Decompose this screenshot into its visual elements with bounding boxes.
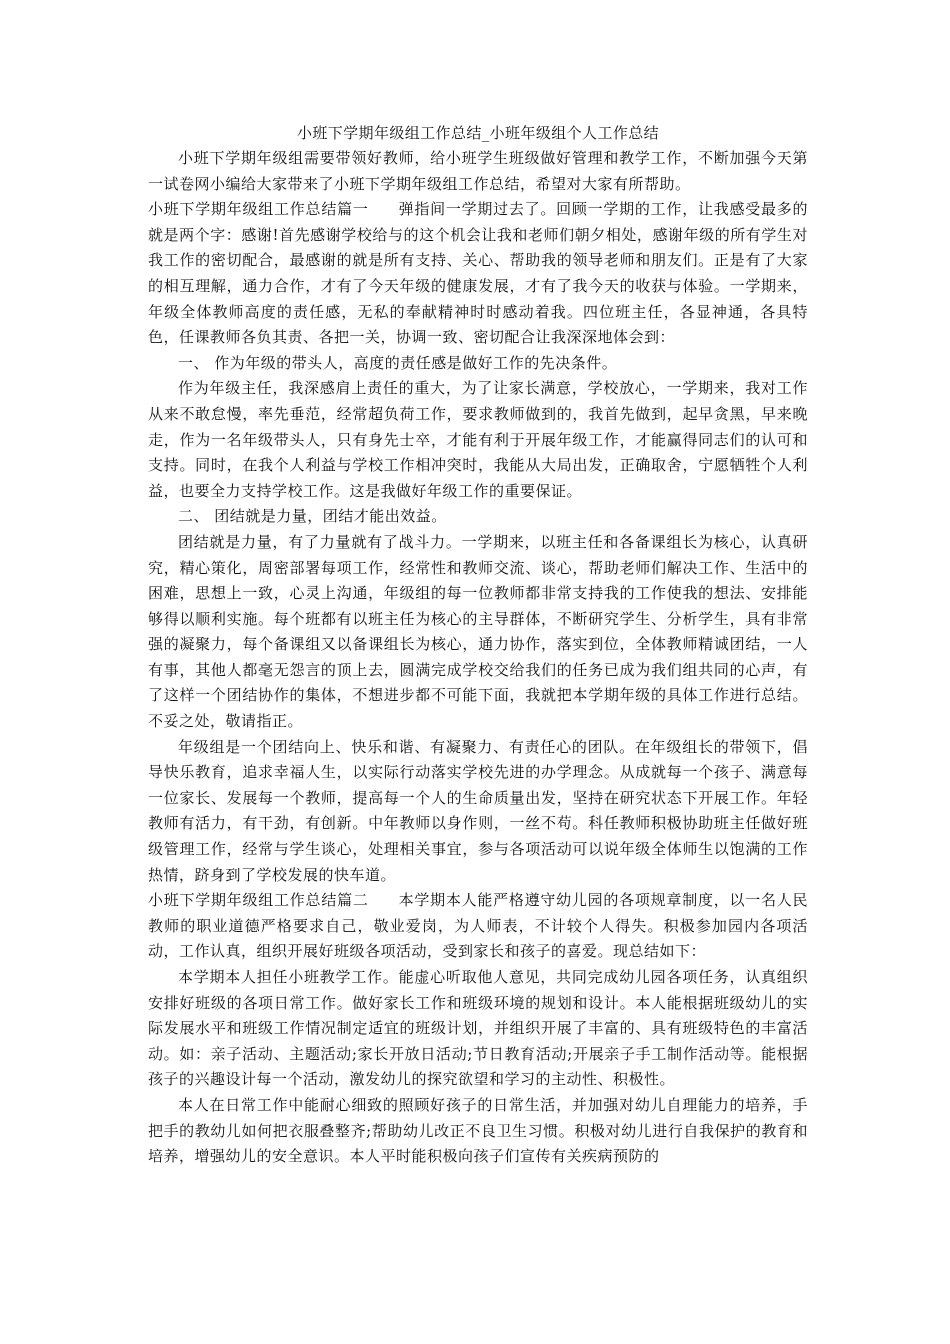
section-1-heading: 小班下学期年级组工作总结篇一: [148, 200, 369, 219]
document-title: 小班下学期年级组工作总结_小班年级组个人工作总结: [296, 124, 660, 142]
intro-paragraph: 小班下学期年级组需要带领好教师，给小班学生班级做好管理和教学工作，不断加强今天第一试卷网小编给大家带来了小班下学期年级组工作总结，希望对大家有所帮助。: [148, 149, 808, 193]
point-1-body: 作为年级主任，我深感肩上责任的重大，为了让家长满意，学校放心，一学期来，我对工作从来不敢怠慢，率先垂范，经常超负荷工作，要求教师做到的，我首先做到，起早贪黑，早来晚走，作为一名年级带头人，只有身先士卒，才能有利于开展年级工作，才能赢得同志们的认可和支持。同时，在我个人利益与学校工作相冲突时，我能从大局出发，正确取舍，宁愿牺牲个人利益，也要全力支持学校工作。这是我做好年级工作的重要保证。: [148, 379, 808, 500]
section-2-para-1: 本学期本人担任小班教学工作。能虚心听取他人意见，共同完成幼儿园各项任务，认真组织安排好班级的各项日常工作。做好家长工作和班级环境的规划和设计。本人能根据班级幼儿的实际发展水平和班级工作情况制定适宜的班级计划，并组织开展了丰富的、具有班级特色的丰富活动。如：亲子活动、主题活动;家长开放日活动;节日教育活动;开展亲子手工制作活动等。能根据孩子的兴趣设计每一个活动，激发幼儿的探究欲望和学习的主动性、积极性。: [148, 968, 808, 1089]
document-page: [148, 120, 808, 1170]
section-2-heading: 小班下学期年级组工作总结篇二: [148, 891, 369, 910]
section-1-paragraph: [148, 197, 808, 351]
section-1-opening: 弹指间一学期过去了。回顾一学期的工作，让我感受最多的就是两个字：感谢!首先感谢学校给与的这个机会让我和老师们朝夕相处，感谢年级的所有学生对我工作的密切配合，最感谢的就是所有支持、关心、帮助我的领导老师和朋友们。正是有了大家的相互理解，通力合作，才有了今天年级的健康发展，才有了我今天的收获与体验。一学期来，年级全体教师高度的责任感，无私的奉献精神时时感动着我。四位班主任，各显神通，各具特色，任课教师各负其责、各把一关，协调一致、密切配合让我深深地体会到：: [148, 200, 808, 347]
section-2-para-2: 本人在日常工作中能耐心细致的照顾好孩子的日常生活，并加强对幼儿自理能力的培养，手把手的教幼儿如何把衣服叠整齐;帮助幼儿改正不良卫生习惯。积极对幼儿进行自我保护的教育和培养，增强幼儿的安全意识。本人平时能积极向孩子们宣传有关疾病预防的: [148, 1095, 808, 1166]
point-1-title: 一、 作为年级的带头人，高度的责任感是做好工作的先决条件。: [178, 353, 618, 372]
section-1-closing: 年级组是一个团结向上、快乐和谐、有凝聚力、有责任心的团队。在年级组长的带领下，倡导快乐教育，追求幸福人生，以实际行动落实学校先进的办学理念。从成就每一个孩子、满意每一位家长、发展每一个教师，提高每一个人的生命质量出发，坚持在研究状态下开展工作。年轻教师有活力，有干劲，有创新。中年教师以身作则，一丝不苟。科任教师积极协助班主任做好班级管理工作，经常与学生谈心，处理相关事宜，参与各项活动可以说年级全体师生以饱满的工作热情，跻身到了学校发展的快车道。: [148, 737, 808, 884]
section-2-opening: 本学期本人能严格遵守幼儿园的各项规章制度，以一名人民教师的职业道德严格要求自己，敬业爱岗，为人师表，不计较个人得失。积极参加园内各项活动，工作认真，组织开展好班级各项活动，受到家长和孩子的喜爱。现总结如下：: [148, 891, 808, 961]
point-2-body: 团结就是力量，有了力量就有了战斗力。一学期来，以班主任和各备课组长为核心，认真研究，精心策化，周密部署每项工作，经常性和教师交流、谈心，帮助老师们解决工作、生活中的困难，思想上一致，心灵上沟通，年级组的每一位教师都非常支持我的工作使我的想法、安排能够得以顺利实施。每个班都有以班主任为核心的主导群体，不断研究学生、分析学生，具有非常强的凝聚力，每个备课组又以备课组长为核心，通力协作，落实到位，全体教师精诚团结，一人有事，其他人都毫无怨言的顶上去，圆满完成学校交给我们的任务已成为我们组共同的心声，有了这样一个团结协作的集体，不想进步都不可能下面，我就把本学期年级的具体工作进行总结。不妥之处，敬请指正。: [148, 532, 808, 731]
section-2-paragraph: [148, 888, 808, 965]
point-2-title: 二、 团结就是力量，团结才能出效益。: [178, 507, 447, 526]
